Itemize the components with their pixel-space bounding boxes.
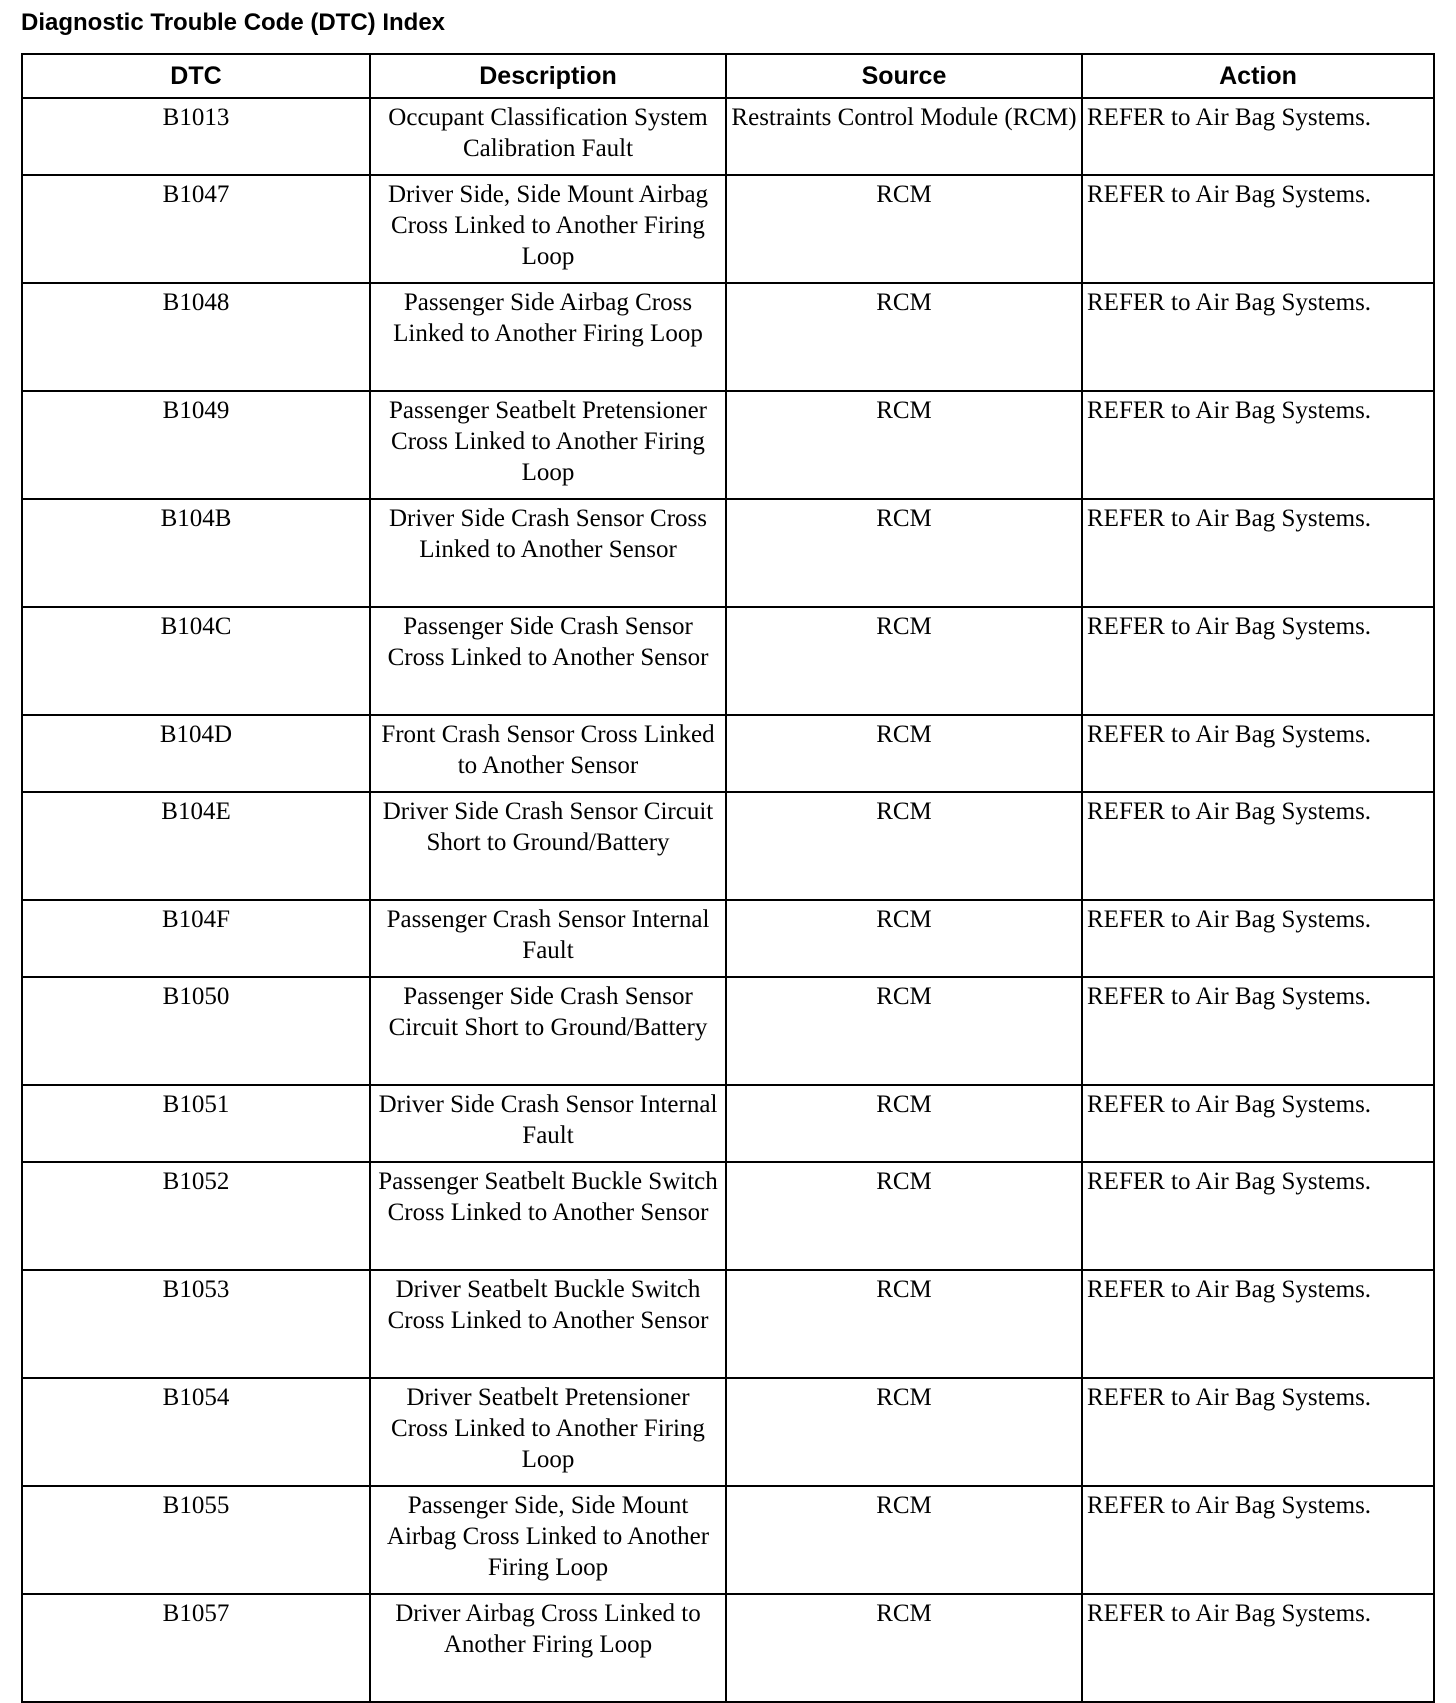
dtc-action: REFER to Air Bag Systems. xyxy=(1082,283,1434,391)
dtc-action: REFER to Air Bag Systems. xyxy=(1082,499,1434,607)
column-header-source: Source xyxy=(726,54,1082,98)
dtc-source: RCM xyxy=(726,1594,1082,1702)
dtc-description: Driver Airbag Cross Linked to Another Firing Loop xyxy=(370,1594,726,1702)
dtc-action: REFER to Air Bag Systems. xyxy=(1082,1270,1434,1378)
dtc-source: RCM xyxy=(726,1486,1082,1594)
dtc-action: REFER to Air Bag Systems. xyxy=(1082,1085,1434,1162)
dtc-code: B104F xyxy=(22,900,370,977)
dtc-description: Passenger Side, Side Mount Airbag Cross Linked to Another Firing Loop xyxy=(370,1486,726,1594)
dtc-description: Passenger Side Crash Sensor Cross Linked to Another Sensor xyxy=(370,607,726,715)
page-title: Diagnostic Trouble Code (DTC) Index xyxy=(21,9,446,36)
table-row xyxy=(22,977,1434,1085)
dtc-code: B1048 xyxy=(22,283,370,391)
dtc-description: Driver Side Crash Sensor Cross Linked to Another Sensor xyxy=(370,499,726,607)
dtc-code: B1052 xyxy=(22,1162,370,1270)
dtc-description: Driver Seatbelt Buckle Switch Cross Linked to Another Sensor xyxy=(370,1270,726,1378)
table-row xyxy=(22,1486,1434,1594)
dtc-code: B1047 xyxy=(22,175,370,283)
dtc-source: RCM xyxy=(726,499,1082,607)
dtc-description: Passenger Seatbelt Buckle Switch Cross Linked to Another Sensor xyxy=(370,1162,726,1270)
dtc-source: RCM xyxy=(726,391,1082,499)
table-row xyxy=(22,98,1434,175)
dtc-action: REFER to Air Bag Systems. xyxy=(1082,715,1434,792)
column-header-action: Action xyxy=(1082,54,1434,98)
dtc-source: RCM xyxy=(726,900,1082,977)
dtc-source: RCM xyxy=(726,792,1082,900)
table-row xyxy=(22,283,1434,391)
dtc-description: Front Crash Sensor Cross Linked to Another Sensor xyxy=(370,715,726,792)
dtc-code: B1057 xyxy=(22,1594,370,1702)
dtc-source: RCM xyxy=(726,175,1082,283)
table-row xyxy=(22,607,1434,715)
dtc-description: Passenger Side Crash Sensor Circuit Short to Ground/Battery xyxy=(370,977,726,1085)
dtc-source: Restraints Control Module (RCM) xyxy=(726,98,1082,175)
table-row xyxy=(22,499,1434,607)
dtc-source: RCM xyxy=(726,1162,1082,1270)
table-row xyxy=(22,391,1434,499)
dtc-action: REFER to Air Bag Systems. xyxy=(1082,1162,1434,1270)
table-row xyxy=(22,1270,1434,1378)
table-header-row xyxy=(22,54,1434,98)
dtc-action: REFER to Air Bag Systems. xyxy=(1082,900,1434,977)
dtc-action: REFER to Air Bag Systems. xyxy=(1082,391,1434,499)
table-row xyxy=(22,1594,1434,1702)
dtc-source: RCM xyxy=(726,283,1082,391)
dtc-action: REFER to Air Bag Systems. xyxy=(1082,1486,1434,1594)
dtc-source: RCM xyxy=(726,715,1082,792)
table-row xyxy=(22,1085,1434,1162)
dtc-index-table xyxy=(21,53,1435,1703)
dtc-code: B1013 xyxy=(22,98,370,175)
table-row xyxy=(22,1378,1434,1486)
dtc-description: Driver Side, Side Mount Airbag Cross Linked to Another Firing Loop xyxy=(370,175,726,283)
dtc-description: Driver Side Crash Sensor Circuit Short to Ground/Battery xyxy=(370,792,726,900)
table-row xyxy=(22,900,1434,977)
dtc-code: B104C xyxy=(22,607,370,715)
dtc-action: REFER to Air Bag Systems. xyxy=(1082,607,1434,715)
dtc-action: REFER to Air Bag Systems. xyxy=(1082,792,1434,900)
dtc-code: B1053 xyxy=(22,1270,370,1378)
dtc-description: Passenger Seatbelt Pretensioner Cross Linked to Another Firing Loop xyxy=(370,391,726,499)
dtc-description: Passenger Crash Sensor Internal Fault xyxy=(370,900,726,977)
dtc-code: B1050 xyxy=(22,977,370,1085)
column-header-dtc: DTC xyxy=(22,54,370,98)
dtc-code: B104D xyxy=(22,715,370,792)
dtc-description: Occupant Classification System Calibration Fault xyxy=(370,98,726,175)
table-row xyxy=(22,175,1434,283)
dtc-code: B104B xyxy=(22,499,370,607)
dtc-action: REFER to Air Bag Systems. xyxy=(1082,977,1434,1085)
dtc-code: B1054 xyxy=(22,1378,370,1486)
dtc-code: B1049 xyxy=(22,391,370,499)
table-row xyxy=(22,715,1434,792)
dtc-code: B104E xyxy=(22,792,370,900)
dtc-source: RCM xyxy=(726,1085,1082,1162)
dtc-source: RCM xyxy=(726,977,1082,1085)
table-row xyxy=(22,792,1434,900)
dtc-description: Driver Seatbelt Pretensioner Cross Linked to Another Firing Loop xyxy=(370,1378,726,1486)
table-row xyxy=(22,1162,1434,1270)
dtc-code: B1055 xyxy=(22,1486,370,1594)
dtc-description: Driver Side Crash Sensor Internal Fault xyxy=(370,1085,726,1162)
dtc-action: REFER to Air Bag Systems. xyxy=(1082,175,1434,283)
dtc-action: REFER to Air Bag Systems. xyxy=(1082,1378,1434,1486)
dtc-source: RCM xyxy=(726,1378,1082,1486)
column-header-description: Description xyxy=(370,54,726,98)
dtc-source: RCM xyxy=(726,607,1082,715)
dtc-source: RCM xyxy=(726,1270,1082,1378)
dtc-action: REFER to Air Bag Systems. xyxy=(1082,1594,1434,1702)
dtc-action: REFER to Air Bag Systems. xyxy=(1082,98,1434,175)
dtc-description: Passenger Side Airbag Cross Linked to Another Firing Loop xyxy=(370,283,726,391)
dtc-code: B1051 xyxy=(22,1085,370,1162)
